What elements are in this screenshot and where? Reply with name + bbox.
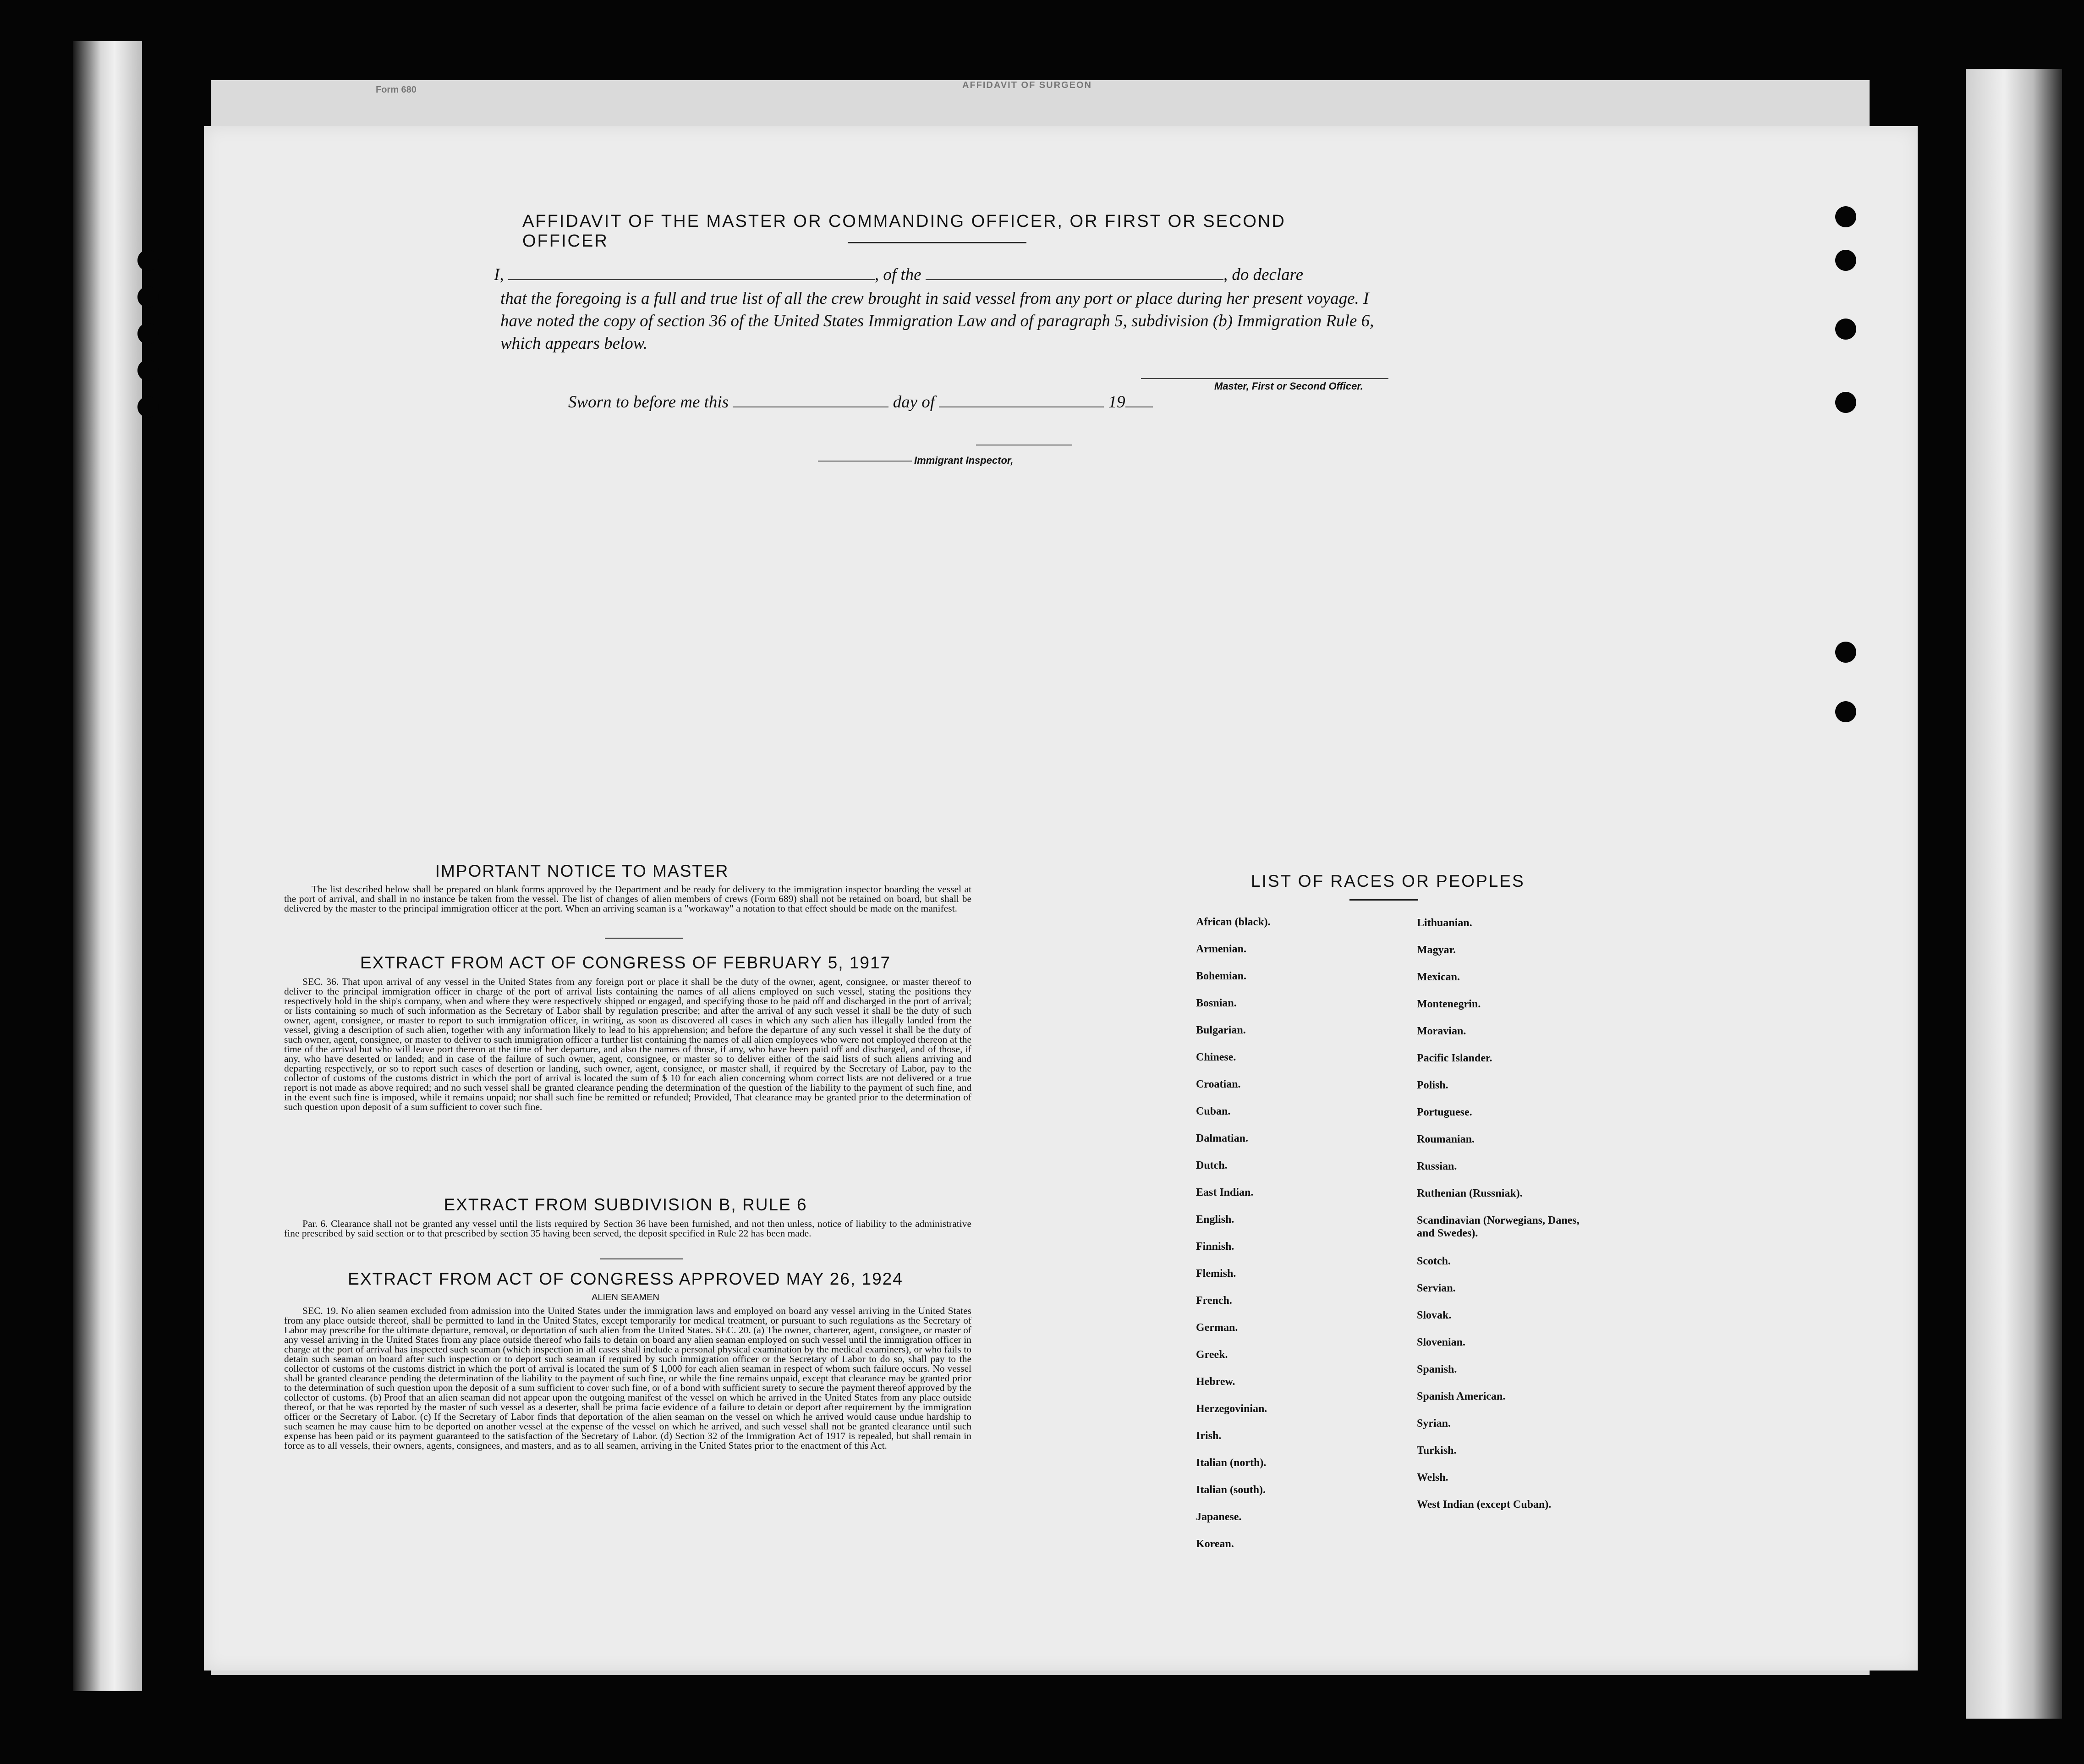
punch-hole — [1835, 319, 1856, 340]
list-item: Chinese. — [1196, 1051, 1236, 1063]
punch-hole — [1835, 701, 1856, 722]
binder-edge-left — [73, 41, 142, 1691]
list-item: Armenian. — [1196, 943, 1246, 955]
list-item: Italian (south). — [1196, 1484, 1266, 1496]
affidavit-title: AFFIDAVIT OF THE MASTER OR COMMANDING OFFICER, OR FIRST OR SECOND OFFICER — [522, 212, 1286, 251]
punch-hole — [137, 360, 159, 381]
list-item: Magyar. — [1417, 944, 1456, 956]
list-item: Korean. — [1196, 1538, 1234, 1550]
punch-hole — [1835, 392, 1856, 413]
list-item: West Indian (except Cuban). — [1417, 1499, 1552, 1511]
extract-1924-text: SEC. 19. No alien seamen excluded from admission into the United States under the immigration laws and employed on board any vessel arriving in the United States from any place outside thereof, shall be permitted to land in the United States, except temporarily for medical treatment, or pursuant to such regulations as the Secretary of Labor may prescribe for the ultimate departure, removal, or deportation of such alien from the United States. SEC. 20. (a) The owner, charterer, agent, consignee, or master of any vessel arriving in the United States from any place outside thereof who fails to detain on board any alien seaman employed on such vessel until the immigration officer in charge at the port of arrival has inspected such seaman (which inspection in all cases shall include a personal physical examination by the medical examiners), or who fails to detain such seaman on board after such inspection or to deport such seaman if required by such immigration officer or the Secretary of Labor to do so, shall pay to the collector of customs of the customs district in which the port of arrival is located the sum of $ 1,000 for each alien seaman in respect of whom such failure occurs. No vessel shall be granted clearance pending the determination of the liability to the payment of such fine, or while the fine remains unpaid, except that clearance may be granted prior to the determination of such question upon the deposit of a sum sufficient to cover such fine, or of a bond with sufficient surety to secure the payment thereof approved by the collector of customs. (b) Proof that an alien seaman did not appear upon the outgoing manifest of the vessel on which he arrived in the United States from any place outside thereof, or that he was reported by the master of such vessel as a deserter, shall be prima facie evidence of a failure to detain or deport after requirement by the immigration officer or the Secretary of Labor. (c) If the Secretary of Labor finds that deportation of the alien seaman on the vessel on which he arrived would cause undue hardship to such seamen he may cause him to be deported on another vessel at the expense of the vessel on which he arrived, and such vessel shall not be granted clearance until such expense has been paid or its payment guaranteed to the satisfaction of the Secretary of Labor. (d) Section 32 of the Immigration Act of 1917 is repealed, but shall remain in force as to all vessels, their owners, agents, consignees, and masters, and as to all seamen, arriving in the United States prior to the enactment of this Act. — [284, 1305, 971, 1451]
list-item: Slovak. — [1417, 1309, 1452, 1321]
list-item: Roumanian. — [1417, 1133, 1475, 1145]
extract-1917-title: EXTRACT FROM ACT OF CONGRESS OF FEBRUARY 5, 1917 — [360, 953, 891, 972]
list-item: Cuban. — [1196, 1105, 1231, 1117]
list-item: Croatian. — [1196, 1078, 1241, 1090]
races-column-1 — [1196, 916, 1388, 1565]
affidavit-line1 — [494, 265, 1303, 285]
notice-text: The list described below shall be prepared on blank forms approved by the Department and be ready for delivery to the immigration inspector boarding the vessel at the port of arrival, and shall in no instance be taken from the vessel. The list of changes of alien members of crews (Form 689) shall not be retained on board, but shall be delivered by the master to the principal immigration officer at the port. When an arriving seaman is a "workaway" a notation to that effect should be made on the manifest. — [284, 884, 971, 914]
list-item: Bulgarian. — [1196, 1024, 1246, 1036]
punch-hole — [137, 250, 159, 271]
list-item: Italian (north). — [1196, 1457, 1267, 1469]
list-item: Herzegovinian. — [1196, 1403, 1267, 1415]
binder-edge-right — [1966, 69, 2062, 1719]
list-item: Mexican. — [1417, 971, 1460, 983]
extract-rule6-text: Par. 6. Clearance shall not be granted any vessel until the lists required by Section 36 have been furnished, and not then unless, notice of liability to the administrative fine prescribed by said section or to that prescribed by section 35 having been served, the deposit specified in Rule 22 has been made. — [284, 1218, 971, 1239]
list-item: Irish. — [1196, 1430, 1222, 1442]
races-column-2 — [1417, 917, 1596, 1525]
list-item: Montenegrin. — [1417, 998, 1481, 1010]
name-field[interactable] — [508, 279, 875, 280]
list-item: Ruthenian (Russniak). — [1417, 1187, 1523, 1199]
punch-hole — [1835, 250, 1856, 271]
list-item: Bohemian. — [1196, 970, 1247, 982]
punch-hole — [137, 323, 159, 344]
list-item: Finnish. — [1196, 1241, 1234, 1253]
master-signature-line[interactable] — [1141, 378, 1388, 379]
inspector-line[interactable] — [818, 461, 912, 462]
list-item: East Indian. — [1196, 1187, 1254, 1198]
list-item: Russian. — [1417, 1160, 1457, 1172]
vessel-field[interactable] — [926, 279, 1223, 280]
list-item: Spanish American. — [1417, 1390, 1506, 1402]
races-rule — [1349, 899, 1418, 901]
extract-1924-title: EXTRACT FROM ACT OF CONGRESS APPROVED MAY 26, 1924 — [348, 1269, 903, 1288]
races-title: LIST OF RACES OR PEOPLES — [1251, 872, 1525, 890]
extract-1924-subtitle: ALIEN SEAMEN — [592, 1292, 659, 1302]
extract-1917-text: SEC. 36. That upon arrival of any vessel in the United States from any foreign port or place it shall be the duty of the owner, agent, consignee, or master thereof to deliver to the principal immigration officer in charge of the port of arrival lists containing the names of all aliens employed on such vessel, stating the positions they respectively hold in the ship's company, when and where they were respectively shipped or engaged, and specifying those to be paid off and discharged in the port of arrival; or lists containing so much of such information as the Secretary of Labor shall by regulation prescribe; and after the arrival of any such vessel it shall be the duty of such owner, agent, consignee, or master to report to such immigration officer, in writing, as soon as discovered all cases in which any such alien has illegally landed from the vessel, giving a description of such alien, together with any information likely to lead to his apprehension; and before the departure of any such vessel it shall be the duty of such owner, agent, consignee, or master to deliver to such immigration officer a further list containing the names of all alien employees who were not employed thereon at the time of the arrival but who will leave port thereon at the time of her departure, and also the names of those, if any, who have been paid off and discharged, and of those, if any, who have deserted or landed; and in case of the failure of such owner, agent, consignee, or master so to deliver either of the said lists of such aliens arriving and departing respectively, or so to report such cases of desertion or landing, such owner, agent, consignee, or master shall, if required by the Secretary of Labor, pay to the collector of customs of the customs district in which the port of arrival is located the sum of $ 10 for each alien concerning whom correct lists are not delivered or a true report is not made as above required; and no such vessel shall be granted clearance pending the determination of the question of the liability to the payment of such fine, and in the event such fine is imposed, while it remains unpaid; nor shall such fine be remitted or refunded; Provided, That clearance may be granted prior to the determination of such question upon deposit of a sum sufficient to cover such fine. — [284, 976, 971, 1112]
list-item: Dalmatian. — [1196, 1132, 1248, 1144]
list-item: Slovenian. — [1417, 1336, 1466, 1348]
master-signature-label: Master, First or Second Officer. — [1214, 380, 1363, 392]
list-item: Dutch. — [1196, 1160, 1228, 1171]
list-item: Spanish. — [1417, 1363, 1457, 1375]
list-item: Polish. — [1417, 1079, 1448, 1091]
list-item: English. — [1196, 1214, 1234, 1225]
punch-hole — [137, 286, 159, 308]
affidavit-declare: , do declare — [1223, 265, 1304, 284]
form-number: Form 680 — [376, 85, 417, 95]
list-item: Japanese. — [1196, 1511, 1242, 1523]
punch-hole — [1835, 206, 1856, 227]
list-item: Hebrew. — [1196, 1376, 1235, 1388]
list-item: Greek. — [1196, 1349, 1228, 1361]
sworn-prefix: Sworn to before me this — [568, 393, 729, 412]
rule6-rule — [600, 1258, 683, 1259]
punch-hole — [137, 396, 159, 418]
inspector-label: Immigrant Inspector, — [914, 455, 1014, 466]
list-item: Welsh. — [1417, 1472, 1448, 1484]
sworn-year: 19 — [1108, 393, 1125, 412]
title-rule — [848, 242, 1026, 243]
underlying-title: AFFIDAVIT OF SURGEON — [962, 80, 1092, 90]
punch-hole — [1835, 642, 1856, 663]
list-item: Moravian. — [1417, 1025, 1466, 1037]
list-item: Servian. — [1417, 1282, 1456, 1294]
list-item: Turkish. — [1417, 1445, 1457, 1456]
list-item: Pacific Islander. — [1417, 1052, 1492, 1064]
list-item: Flemish. — [1196, 1268, 1236, 1280]
list-item: African (black). — [1196, 916, 1271, 928]
notice-title: IMPORTANT NOTICE TO MASTER — [435, 862, 729, 880]
extract-rule6-title: EXTRACT FROM SUBDIVISION B, RULE 6 — [444, 1195, 807, 1214]
affidavit-body: that the foregoing is a full and true list of all the crew brought in said vessel from any port or place during her present voyage. I have noted the copy of section 36 of the United States Immigration Law and of paragraph 5, subdivision (b) Immigration Rule 6, which appears below. — [500, 289, 1374, 353]
sworn-day-of: day of — [893, 393, 935, 412]
list-item: Scotch. — [1417, 1255, 1451, 1267]
list-item: Scandinavian (Norwegians, Danes, and Swedes). — [1417, 1214, 1579, 1239]
list-item: German. — [1196, 1322, 1238, 1334]
affidavit-of-the: , of the — [874, 265, 921, 284]
list-item: Bosnian. — [1196, 997, 1237, 1009]
notice-rule — [605, 938, 683, 939]
list-item: Lithuanian. — [1417, 917, 1472, 929]
list-item: Portuguese. — [1417, 1106, 1472, 1118]
affidavit-i: I, — [494, 265, 504, 284]
list-item: French. — [1196, 1295, 1232, 1307]
sworn-line — [568, 392, 1153, 412]
list-item: Syrian. — [1417, 1418, 1451, 1429]
